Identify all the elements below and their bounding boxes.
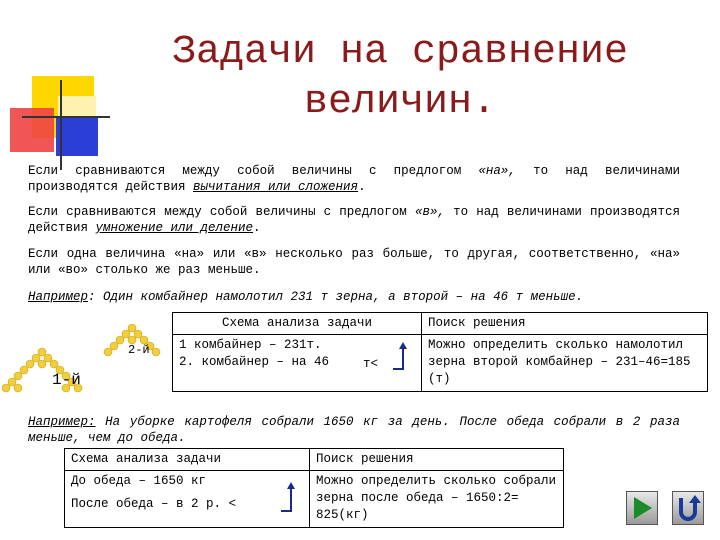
paragraph-rule: Если одна величина «на» или «в» несколько раз больше, то другая, соответственно, «на» или «во» столько же раз меньше.: [28, 247, 680, 277]
table-1-analysis-cell: 1 комбайнер – 231т. 2. комбайнер – на 46 т<: [173, 335, 422, 392]
badge-first: 1-й: [52, 371, 81, 389]
table-2-analysis-cell: До обеда – 1650 кг После обеда – в 2 р. <: [65, 471, 310, 528]
deco-blue-square: [56, 118, 98, 156]
table-1-solution-cell: Можно определить сколько намолотил зерна второй комбайнер – 231–46=185 (т): [422, 335, 708, 392]
bracket-arrow-icon: [279, 481, 297, 515]
example-1-table: [172, 312, 708, 392]
next-slide-button[interactable]: [626, 491, 658, 525]
return-arrow-icon: [673, 492, 703, 524]
paragraph-na: Если сравниваются между собой величины с предлогом «на», то над величинами производятся действия вычитания или сложения.: [28, 164, 680, 194]
return-button[interactable]: [672, 491, 704, 525]
example-1-text: Например: Один комбайнер намолотил 231 т зерна, а второй – на 46 т меньше.: [28, 290, 584, 304]
grain-piles-illustration: [2, 318, 172, 398]
bracket-arrow-icon: [391, 341, 409, 373]
table-2-solution-cell: Можно определить сколько собрали зерна после обеда – 1650:2= 825(кг): [310, 471, 564, 528]
badge-second: 2-й: [128, 343, 150, 357]
table-1-header-solution: Поиск решения: [422, 313, 708, 335]
example-2-table: [64, 448, 564, 528]
play-icon: [627, 492, 657, 524]
table-2-header-analysis: Схема анализа задачи: [65, 449, 310, 471]
page-title: Задачи на сравнение величин.: [171, 30, 629, 125]
deco-red-square: [10, 108, 54, 152]
table-1-header-analysis: Схема анализа задачи: [173, 313, 422, 335]
deco-horizontal-line: [22, 116, 110, 118]
table-2-header-solution: Поиск решения: [310, 449, 564, 471]
example-2-text: Например: На уборке картофеля собрали 1650 кг за день. После обеда собрали в 2 раза меньше, чем до обеда.: [28, 415, 680, 445]
deco-vertical-line: [60, 80, 62, 170]
paragraph-v: Если сравниваются между собой величины с предлогом «в», то над величинами производятся действия умножение или деление.: [28, 205, 680, 235]
decorative-squares: [10, 68, 110, 168]
